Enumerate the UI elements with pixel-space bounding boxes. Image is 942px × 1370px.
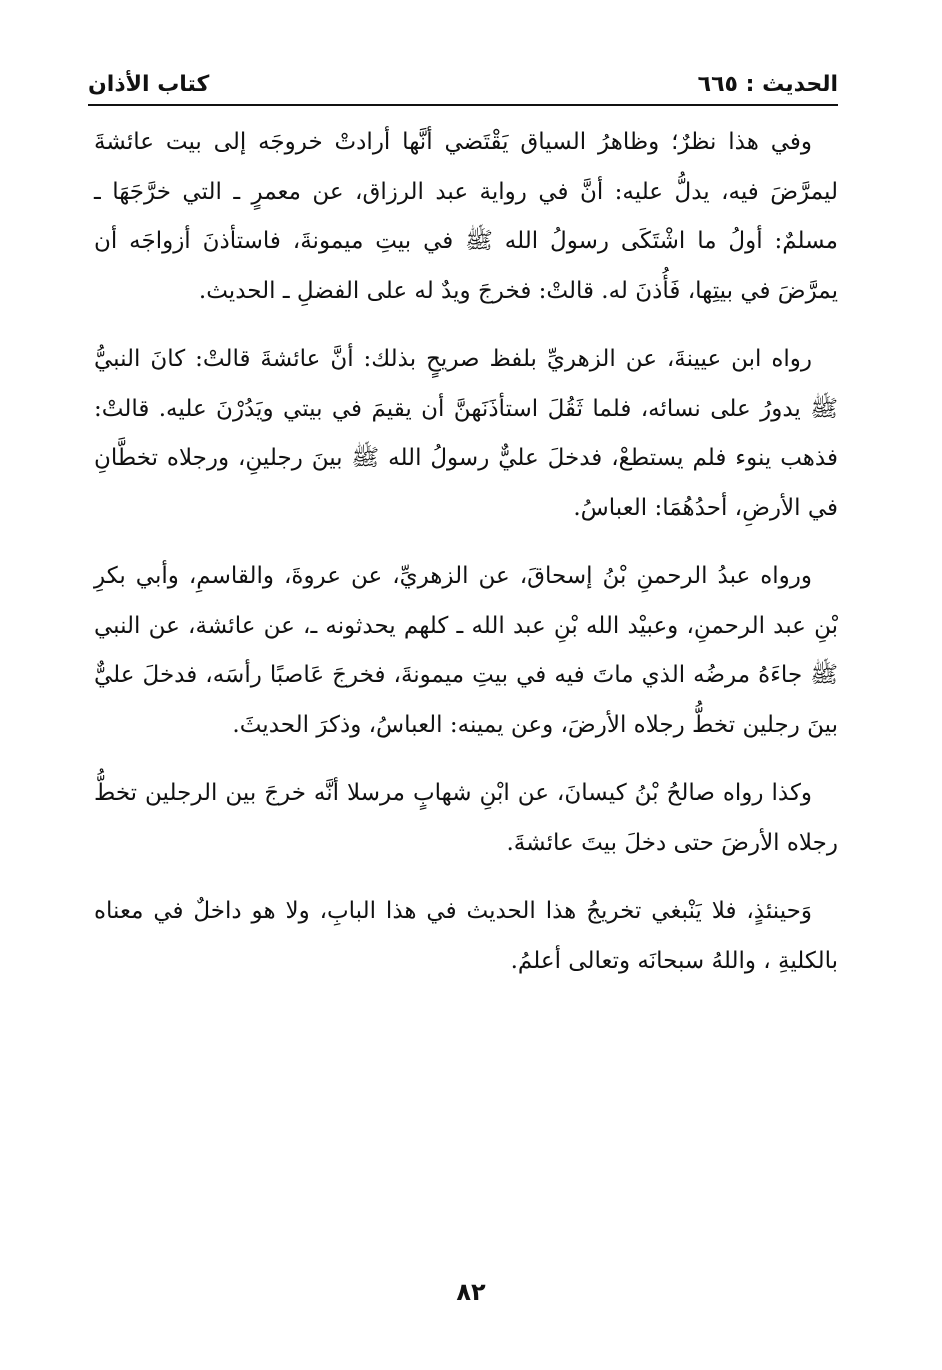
book-title: كتاب الأذان: [88, 72, 210, 97]
paragraph: رواه ابن عيينةَ، عن الزهريِّ بلفظ صريحٍ بذلك: أنَّ عائشةَ قالتْ: كانَ النبيُّ ﷺ يدورُ على نسائه، فلما ثَقُلَ استأذَنَهنَّ أن يقيمَ في بيتي ويَدُرْنَ عليه. قالتْ: فذهب ينوء فلم يستطعْ، فدخلَ عليٌّ رسولُ الله ﷺ بينَ رجلينِ، ورجلاه تخطَّانِ في الأرضِ، أحدُهُمَا: العباسُ.: [94, 346, 838, 521]
main-text: [94, 118, 838, 1005]
hadith-number: الحديث : ٦٦٥: [697, 72, 838, 97]
paragraph: ورواه عبدُ الرحمنِ بْنُ إسحاقَ، عن الزهريِّ، عن عروةَ، والقاسمِ، وأبي بكرِ بْنِ عبد الرحمنِ، وعبيْد الله بْنِ عبد الله ـ كلهم يحدثونه ـ، عن عائشة، عن النبي ﷺ جاءَهُ مرضُه الذي ماتَ فيه في بيتِ ميمونةَ، فخرجَ عَاصبًا رأسَه، فدخلَ عليٌّ بينَ رجلين تخطُّ رجلاه الأرضَ، وعن يمينه: العباسُ، وذكرَ الحديثَ.: [94, 563, 838, 738]
page-number: ٨٢: [456, 1278, 486, 1306]
paragraph: وَحينئذٍ، فلا يَنْبغي تخريجُ هذا الحديث في هذا البابِ، ولا هو داخلٌ في معناه بالكليةِ ، واللهُ سبحانَه وتعالى أعلمُ.: [94, 898, 838, 974]
running-header: [88, 66, 838, 106]
paragraph: وفي هذا نظرٌ؛ وظاهرُ السياق يَقْتَضي أنَّها أرادتْ خروجَه إلى بيت عائشةَ ليمرَّضَ فيه، يدلُّ عليه: أنَّ في رواية عبد الرزاق، عن معمرٍ ـ التي خرَّجَهَا ـ مسلمٌ: أولُ ما اشْتَكَى رسولُ الله ﷺ في بيتِ ميمونةَ، فاستأذنَ أزواجَه أن يمرَّضَ في بيتِها، فَأُذنَ له. قالتْ: فخرجَ ويدٌ له على الفضلِ ـ الحديث.: [94, 129, 838, 304]
paragraph: وكذا رواه صالحُ بْنُ كيسانَ، عن ابْنِ شهابٍ مرسلا أنَّه خرجَ بين الرجلين تخطُّ رجلاه الأرضَ حتى دخلَ بيتَ عائشةَ.: [94, 780, 838, 856]
